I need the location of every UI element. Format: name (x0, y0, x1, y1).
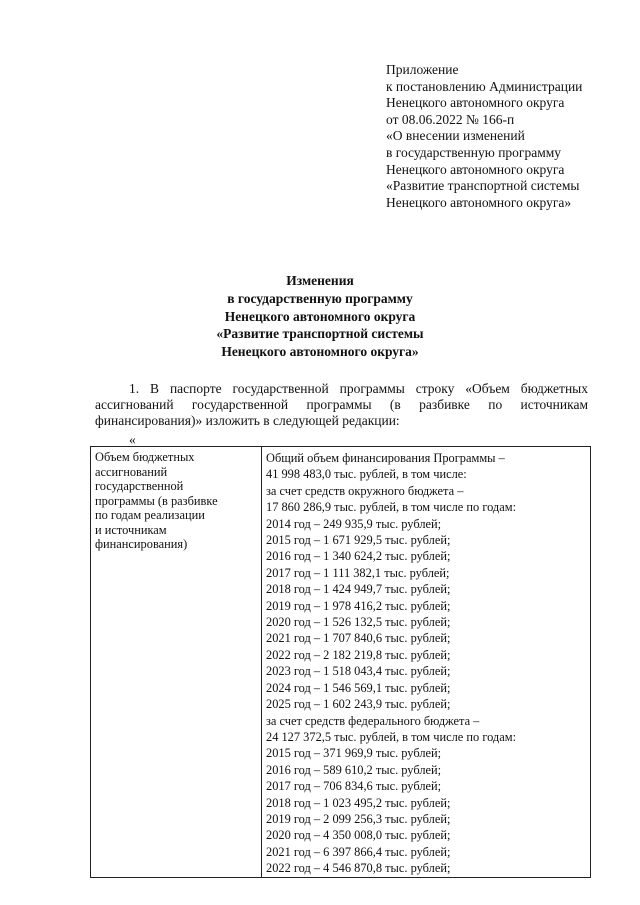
table-row (91, 447, 591, 878)
financing-line: 2019 год – 1 978 416,2 тыс. рублей; (266, 598, 451, 613)
title-line: «Развитие транспортной системы (216, 326, 424, 342)
financing-line: 2017 год – 1 111 382,1 тыс. рублей; (266, 565, 450, 580)
paragraph-line-2: ассигнований государственной программы (в разбивке по источникам (95, 397, 588, 412)
label-line: ассигнований (95, 464, 168, 479)
label-line: Объем бюджетных (95, 450, 195, 464)
label-line: финансирования) (95, 537, 188, 551)
financing-line: 2021 год – 6 397 866,4 тыс. рублей; (266, 844, 451, 859)
financing-line: 2017 год – 706 834,6 тыс. рублей; (266, 779, 442, 794)
financing-line: 2015 год – 371 969,9 тыс. рублей; (266, 746, 442, 761)
amendment-paragraph (95, 381, 588, 429)
financing-line: 2016 год – 1 340 624,2 тыс. рублей; (266, 549, 451, 564)
label-line: по годам реализации (95, 508, 205, 522)
financing-line: 2022 год – 4 546 870,8 тыс. рублей; (266, 861, 451, 876)
financing-line: Общий объем финансирования Программы – (266, 451, 505, 465)
financing-line: 2014 год – 249 935,9 тыс. рублей; (266, 516, 442, 531)
financing-line: 24 127 372,5 тыс. рублей, в том числе по годам: (266, 729, 517, 744)
label-line: государственной (95, 479, 184, 493)
financing-line: 41 998 483,0 тыс. рублей, в том числе: (266, 467, 467, 482)
paragraph-line-3: финансирования)» изложить в следующей редакции: (95, 413, 400, 428)
appendix-line: Приложение (386, 62, 459, 77)
opening-quote: « (129, 432, 136, 447)
financing-line: 2025 год – 1 602 243,9 тыс. рублей; (266, 697, 451, 712)
title-line: Ненецкого автономного округа (224, 308, 416, 324)
label-line: и источникам (95, 522, 167, 537)
paragraph-line-1: 1. В паспорте государственной программы строку «Объем бюджетных (129, 381, 588, 396)
appendix-line: «О внесении изменений (386, 128, 525, 144)
financing-line: 2018 год – 1 424 949,7 тыс. рублей; (266, 582, 451, 597)
budget-table (90, 446, 591, 878)
title-line: Ненецкого автономного округа» (221, 344, 419, 360)
appendix-line: к постановлению Администрации (386, 78, 583, 94)
financing-line: 2021 год – 1 707 840,6 тыс. рублей; (266, 631, 451, 646)
title-line: в государственную программу (227, 290, 413, 306)
document-title (0, 272, 640, 361)
financing-line: 2022 год – 2 182 219,8 тыс. рублей; (266, 647, 451, 662)
appendix-line: «Развитие транспортной системы (386, 178, 580, 194)
appendix-line: Ненецкого автономного округа (386, 161, 565, 177)
title-line: Изменения (286, 273, 354, 288)
financing-line: 2016 год – 589 610,2 тыс. рублей; (266, 762, 442, 777)
financing-line: за счет средств федерального бюджета – (266, 713, 480, 728)
financing-line: за счет средств окружного бюджета – (266, 483, 464, 498)
financing-line: 2019 год – 2 099 256,3 тыс. рублей; (266, 811, 451, 826)
financing-line: 2018 год – 1 023 495,2 тыс. рублей; (266, 795, 451, 810)
financing-line: 2020 год – 4 350 008,0 тыс. рублей; (266, 828, 451, 843)
financing-line: 2015 год – 1 671 929,5 тыс. рублей; (266, 533, 451, 548)
appendix-line: Ненецкого автономного округа (386, 95, 565, 111)
financing-line: 2024 год – 1 546 569,1 тыс. рублей; (266, 680, 451, 695)
appendix-header (386, 62, 636, 211)
row-label-cell (91, 447, 262, 878)
financing-line: 2023 год – 1 518 043,4 тыс. рублей; (266, 664, 451, 679)
financing-line: 17 860 286,9 тыс. рублей, в том числе по годам: (266, 500, 517, 515)
financing-line: 2020 год – 1 526 132,5 тыс. рублей; (266, 615, 451, 630)
appendix-line: Ненецкого автономного округа» (386, 194, 572, 210)
label-line: программы (в разбивке (95, 493, 218, 508)
appendix-line: от 08.06.2022 № 166-п (386, 111, 515, 127)
financing-cell (262, 447, 591, 878)
appendix-line: в государственную программу (386, 144, 562, 160)
